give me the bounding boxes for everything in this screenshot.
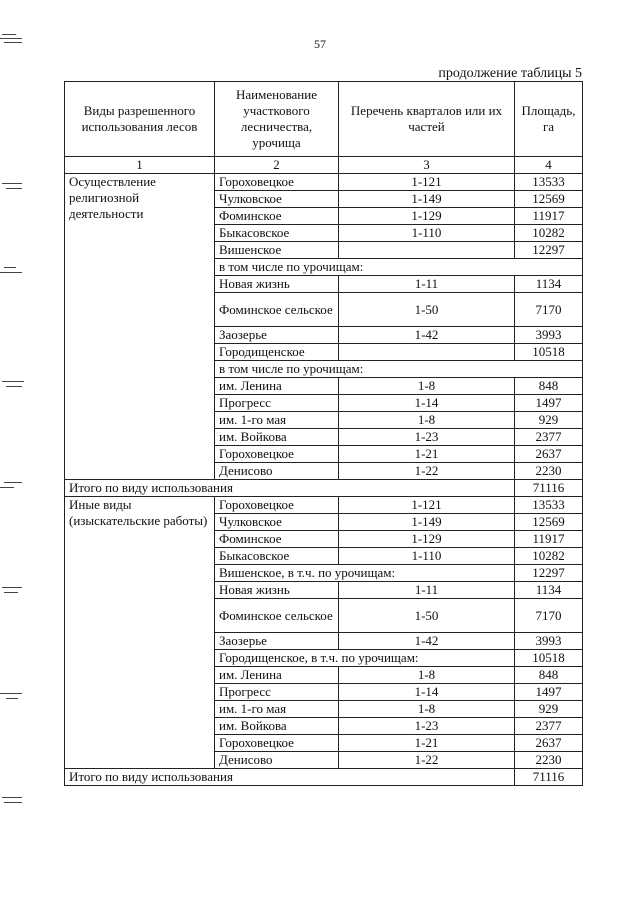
forestry-name: им. Войкова: [215, 429, 339, 446]
forestry-name: Фоминское: [215, 531, 339, 548]
header-area: Площадь, га: [515, 82, 583, 157]
scan-mark: [0, 378, 26, 390]
total-area: 71116: [515, 480, 583, 497]
total-area: 71116: [515, 769, 583, 786]
forestry-name: Фоминское сельское: [215, 599, 339, 633]
forestry-name: Быкасовское: [215, 225, 339, 242]
quarters-value: 1-11: [339, 276, 515, 293]
forestry-name: им. 1-го мая: [215, 701, 339, 718]
quarters-value: 1-110: [339, 225, 515, 242]
quarters-value: 1-8: [339, 701, 515, 718]
forestry-name: Гороховецкое: [215, 174, 339, 191]
use-type-cell: Иные виды (изыскательские работы): [65, 497, 215, 769]
area-value: 1134: [515, 276, 583, 293]
forestry-name: Фоминское сельское: [215, 293, 339, 327]
area-value: 848: [515, 667, 583, 684]
column-number: 2: [215, 157, 339, 174]
header-forestry-name: Наименование участкового лесничества, урочища: [215, 82, 339, 157]
area-value: 2377: [515, 429, 583, 446]
area-value: 12569: [515, 191, 583, 208]
forestry-name: Городищенское: [215, 344, 339, 361]
quarters-value: 1-121: [339, 174, 515, 191]
column-number: 1: [65, 157, 215, 174]
total-row: [65, 480, 583, 497]
forestry-name: Фоминское: [215, 208, 339, 225]
forestry-name: Денисово: [215, 463, 339, 480]
quarters-value: 1-21: [339, 446, 515, 463]
forestry-name: Новая жизнь: [215, 582, 339, 599]
scan-mark: [0, 795, 26, 807]
area-value: 10282: [515, 548, 583, 565]
forest-use-table: [64, 81, 583, 786]
quarters-value: [339, 242, 515, 259]
area-value: 11917: [515, 531, 583, 548]
quarters-value: 1-149: [339, 191, 515, 208]
area-value: 2230: [515, 463, 583, 480]
forestry-name: Чулковское: [215, 191, 339, 208]
quarters-value: 1-22: [339, 463, 515, 480]
area-value: 2230: [515, 752, 583, 769]
forestry-name: Заозерье: [215, 327, 339, 344]
area-value: 12569: [515, 514, 583, 531]
total-row: [65, 769, 583, 786]
area-value: 2637: [515, 446, 583, 463]
area-value: 10518: [515, 650, 583, 667]
column-numbers-row: [65, 157, 583, 174]
forestry-name: Гороховецкое: [215, 497, 339, 514]
table-body: [65, 174, 583, 786]
scan-mark: [0, 32, 26, 44]
scan-mark: [0, 690, 26, 702]
quarters-value: 1-121: [339, 497, 515, 514]
forestry-name: им. Ленина: [215, 667, 339, 684]
area-value: 2637: [515, 735, 583, 752]
forestry-name: Денисово: [215, 752, 339, 769]
area-value: 12297: [515, 242, 583, 259]
forestry-name: Городищенское, в т.ч. по урочищам:: [215, 650, 515, 667]
area-value: 10518: [515, 344, 583, 361]
area-value: 10282: [515, 225, 583, 242]
area-value: 12297: [515, 565, 583, 582]
forestry-name: Чулковское: [215, 514, 339, 531]
area-value: 3993: [515, 327, 583, 344]
quarters-value: 1-8: [339, 412, 515, 429]
quarters-value: 1-50: [339, 599, 515, 633]
page-number: 57: [314, 37, 326, 51]
total-label: Итого по виду использования: [65, 769, 515, 786]
quarters-value: 1-50: [339, 293, 515, 327]
quarters-value: 1-8: [339, 378, 515, 395]
quarters-value: 1-129: [339, 208, 515, 225]
forestry-name: им. Ленина: [215, 378, 339, 395]
forestry-name: Гороховецкое: [215, 446, 339, 463]
scan-mark: [0, 180, 26, 192]
forestry-name: Прогресс: [215, 684, 339, 701]
area-value: 1497: [515, 395, 583, 412]
quarters-value: 1-14: [339, 395, 515, 412]
forestry-name: им. Войкова: [215, 718, 339, 735]
area-value: 13533: [515, 497, 583, 514]
quarters-value: 1-23: [339, 429, 515, 446]
column-number: 4: [515, 157, 583, 174]
quarters-value: 1-21: [339, 735, 515, 752]
table-continuation-label: продолжение таблицы 5: [438, 66, 582, 81]
scan-mark: [0, 265, 26, 277]
header-row: [65, 82, 583, 157]
forestry-name: Вишенское: [215, 242, 339, 259]
area-value: 929: [515, 412, 583, 429]
header-use-type: Виды разрешенного использования лесов: [65, 82, 215, 157]
area-value: 7170: [515, 599, 583, 633]
area-value: 11917: [515, 208, 583, 225]
total-label: Итого по виду использования: [65, 480, 515, 497]
quarters-value: 1-14: [339, 684, 515, 701]
table-row: [65, 174, 583, 191]
table-row: [65, 497, 583, 514]
column-number: 3: [339, 157, 515, 174]
quarters-value: 1-129: [339, 531, 515, 548]
subgroup-label: в том числе по урочищам:: [215, 259, 583, 276]
area-value: 848: [515, 378, 583, 395]
quarters-value: [339, 344, 515, 361]
area-value: 13533: [515, 174, 583, 191]
quarters-value: 1-23: [339, 718, 515, 735]
forestry-name: Гороховецкое: [215, 735, 339, 752]
forestry-name: Прогресс: [215, 395, 339, 412]
quarters-value: 1-11: [339, 582, 515, 599]
quarters-value: 1-110: [339, 548, 515, 565]
forestry-name: Новая жизнь: [215, 276, 339, 293]
header-quarters: Перечень кварталов или их частей: [339, 82, 515, 157]
subgroup-label: в том числе по урочищам:: [215, 361, 583, 378]
quarters-value: 1-42: [339, 327, 515, 344]
area-value: 1134: [515, 582, 583, 599]
forestry-name: Заозерье: [215, 633, 339, 650]
use-type-cell: Осуществление религиозной деятельности: [65, 174, 215, 480]
area-value: 3993: [515, 633, 583, 650]
area-value: 2377: [515, 718, 583, 735]
area-value: 929: [515, 701, 583, 718]
scan-mark: [0, 585, 26, 597]
area-value: 7170: [515, 293, 583, 327]
quarters-value: 1-42: [339, 633, 515, 650]
quarters-value: 1-22: [339, 752, 515, 769]
forestry-name: Быкасовское: [215, 548, 339, 565]
forestry-name: им. 1-го мая: [215, 412, 339, 429]
area-value: 1497: [515, 684, 583, 701]
scan-mark: [0, 480, 26, 492]
quarters-value: 1-8: [339, 667, 515, 684]
forestry-name: Вишенское, в т.ч. по урочищам:: [215, 565, 515, 582]
quarters-value: 1-149: [339, 514, 515, 531]
